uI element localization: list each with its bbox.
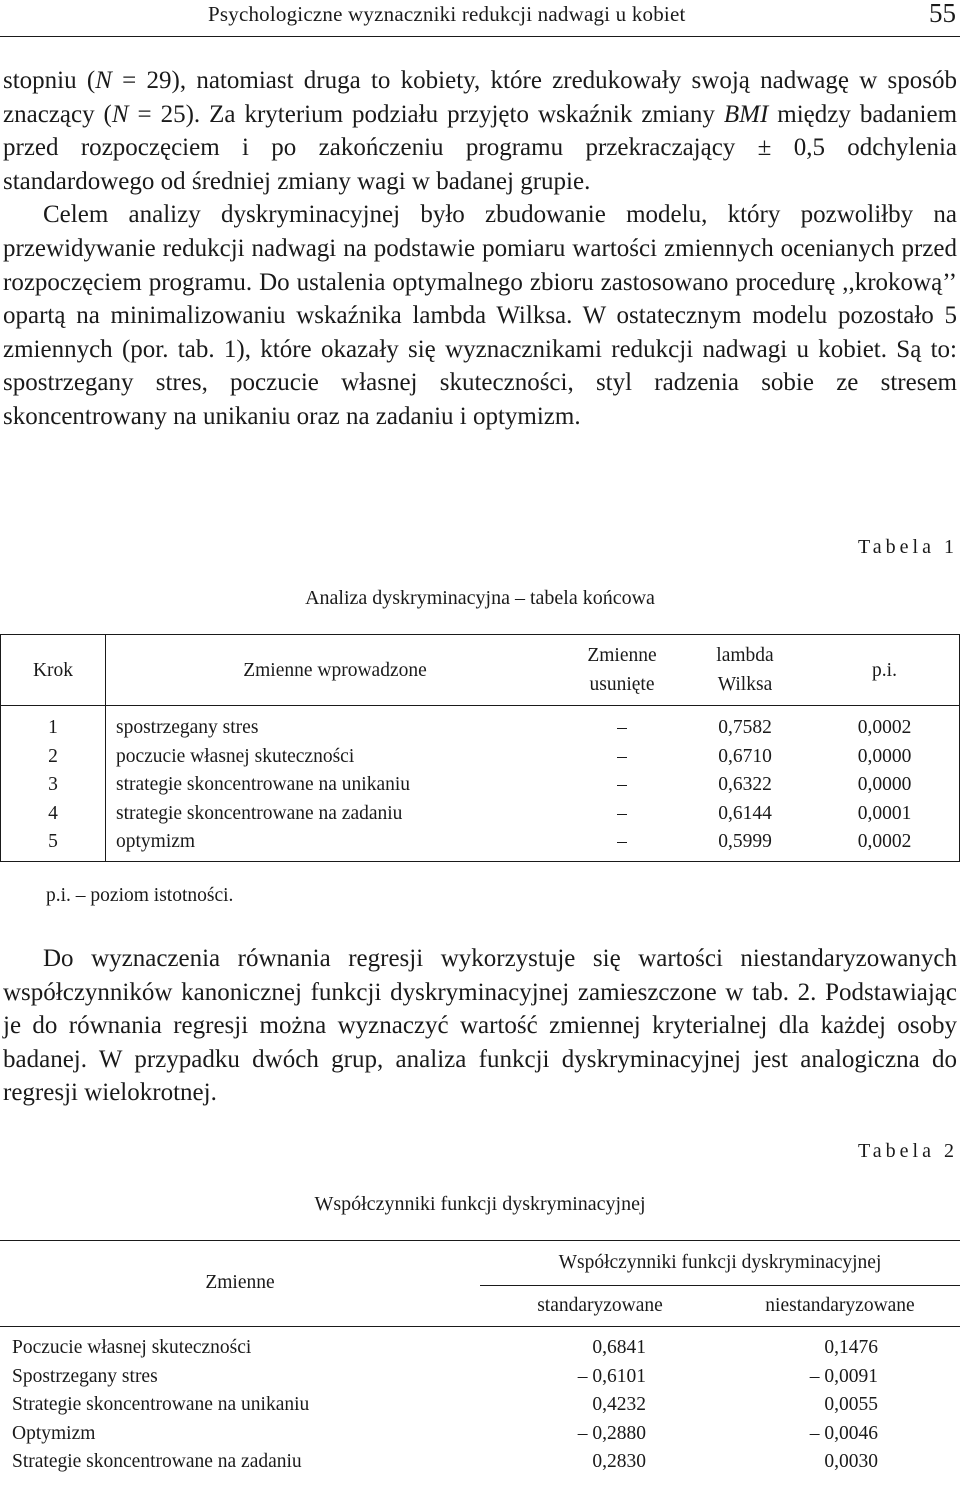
body-text-regression: [3, 942, 957, 1110]
text-italic-bmi: BMI: [723, 100, 769, 128]
col-usuniete: [564, 635, 680, 706]
text-italic-n: N: [95, 67, 112, 94]
text-run: stopniu (: [3, 67, 96, 94]
table-row: [1, 800, 960, 829]
col-niestandaryzowane: niestandaryzowane: [720, 1286, 960, 1327]
cell-pi: 0,0001: [810, 800, 960, 829]
col-pi: p.i.: [810, 635, 960, 706]
table-row: [0, 1420, 960, 1449]
table-row: [0, 1448, 960, 1477]
cell-niestd: [720, 1391, 960, 1420]
text-run: = 29), natomiast druga to kobiety, które zredukowały swoją nadwagę w sposób znaczący (: [3, 67, 957, 128]
table-discriminant-coefficients: [0, 1240, 960, 1477]
cell-usuniete: –: [617, 745, 627, 767]
cell-zmienna: Strategie skoncentrowane na zadaniu: [12, 1451, 302, 1472]
cell-zmienna: strategie skoncentrowane na unikaniu: [116, 774, 411, 795]
cell-pi: 0,0002: [810, 706, 960, 743]
cell-zmienna: Optymizm: [12, 1422, 96, 1444]
cell-std: [480, 1327, 720, 1363]
cell-pi: 0,0000: [810, 771, 960, 800]
running-header: [0, 0, 960, 28]
cell-zmienna: Strategie skoncentrowane na unikaniu: [12, 1394, 310, 1415]
paragraph-method: [3, 64, 957, 198]
cell-std: [480, 1363, 720, 1392]
value-std: 0,6841: [592, 1337, 646, 1358]
table-row: [0, 1363, 960, 1392]
table-row: [0, 1327, 960, 1363]
cell-std: [480, 1420, 720, 1449]
page-number: 55: [929, 0, 956, 28]
table-row: [1, 743, 960, 772]
value-std: 0,4232: [592, 1394, 646, 1415]
cell-niestd: [720, 1448, 960, 1477]
cell-lambda: 0,6144: [718, 802, 772, 824]
cell-std: [480, 1448, 720, 1477]
value-niestd: 0,0055: [824, 1394, 878, 1415]
value-niestd: – 0,0046: [809, 1422, 878, 1444]
cell-krok: 2: [1, 743, 106, 772]
table1-title: Analiza dyskryminacyjna – tabela końcowa: [305, 587, 655, 609]
value-std: 0,2830: [592, 1451, 646, 1472]
text-run: = 25). Za kryterium podziału przyjęto wskaźnik zmiany: [128, 100, 724, 128]
cell-krok: 5: [1, 828, 106, 861]
cell-pi: 0,0002: [810, 828, 960, 861]
table-row: [1, 706, 960, 743]
cell-usuniete: –: [617, 774, 627, 795]
cell-pi: 0,0000: [810, 743, 960, 772]
col-group-coefficients: Współczynniki funkcji dyskryminacyjnej: [480, 1241, 960, 1286]
running-title: Psychologiczne wyznaczniki redukcji nadwagi u kobiet: [208, 2, 686, 26]
cell-usuniete: –: [617, 802, 627, 824]
col-wprowadzone: Zmienne wprowadzone: [106, 635, 565, 706]
table-row: [0, 1391, 960, 1420]
col-usuniete-line1: Zmienne: [587, 645, 657, 666]
paragraph-analysis: Celem analizy dyskryminacyjnej było zbudowanie modelu, który pozwoliłby na przewidywanie redukcji nadwagi na podstawie pomiaru wartości zmiennych ocenianych przed rozpoczęciem programu. Do ustalenia optymalnego zbioru zastosowano procedurę ,,krokową’’ opartą na minimalizowaniu wskaźnika lambda Wilksa. W ostatecznym modelu pozostało 5 zmiennych (por. tab. 1), które okazały się wyznacznikami redukcji nadwagi u kobiet. Są to: spostrzegany stres, poczucie własnej skuteczności, styl radzenia sobie ze stresem skoncentrowany na unikaniu oraz na zadaniu i optymizm.: [3, 201, 957, 430]
cell-zmienna: strategie skoncentrowane na zadaniu: [116, 802, 403, 824]
text-run: między badaniem przed rozpoczęciem i po zakończeniu programu przekraczający ± 0,5 odchylenia standardowego od średniej zmiany wagi w badanej grupie.: [3, 100, 958, 195]
table-row: [1, 771, 960, 800]
cell-niestd: [720, 1363, 960, 1392]
value-niestd: 0,0030: [824, 1451, 878, 1472]
cell-zmienna: poczucie własnej skuteczności: [116, 745, 355, 767]
table1-header-row: [1, 635, 960, 706]
value-niestd: 0,1476: [824, 1337, 878, 1358]
cell-krok: 1: [1, 706, 106, 743]
value-niestd: – 0,0091: [809, 1365, 878, 1387]
value-std: – 0,6101: [577, 1365, 646, 1387]
cell-krok: 4: [1, 800, 106, 829]
table2-title: Współczynniki funkcji dyskryminacyjnej: [314, 1193, 646, 1215]
col-lambda-line1: lambda: [716, 645, 774, 666]
table2-header-row-1: [0, 1241, 960, 1286]
text-italic-n: N: [111, 100, 129, 128]
cell-niestd: [720, 1420, 960, 1449]
cell-zmienna: Spostrzegany stres: [12, 1365, 158, 1387]
cell-lambda: 0,5999: [680, 828, 810, 861]
col-usuniete-line2: usunięte: [589, 674, 655, 695]
paragraph-regression: Do wyznaczenia równania regresji wykorzystuje się wartości niestandaryzowanych współczynników kanonicznej funkcji dyskryminacyjnej zamieszczone w tab. 2. Podstawiając je do równania regresji można wyznaczyć wartość zmiennej kryterialnej dla każdej osoby badanej. W przypadku dwóch grup, analiza funkcji dyskryminacyjnej jest analogiczna do regresji wielokrotnej.: [3, 945, 957, 1107]
cell-lambda: 0,6322: [718, 774, 772, 795]
header-rule: [0, 36, 960, 37]
col-lambda-line2: Wilksa: [717, 674, 773, 695]
table-discriminant-final: [0, 634, 960, 862]
cell-zmienna: Poczucie własnej skuteczności: [12, 1337, 252, 1358]
cell-lambda: 0,6710: [718, 745, 772, 767]
value-std: – 0,2880: [577, 1422, 646, 1444]
cell-usuniete: –: [617, 717, 627, 738]
col-krok: Krok: [1, 635, 106, 706]
table1-footnote: p.i. – poziom istotności.: [46, 885, 234, 906]
cell-usuniete: –: [564, 828, 680, 861]
table-row: [1, 828, 960, 861]
cell-krok: 3: [1, 771, 106, 800]
col-standaryzowane: standaryzowane: [480, 1286, 720, 1327]
cell-zmienna: spostrzegany stres: [116, 717, 259, 738]
table1-label: Tabela 1: [857, 536, 958, 558]
col-zmienne: Zmienne: [0, 1241, 480, 1327]
table2-label: Tabela 2: [857, 1140, 958, 1162]
cell-niestd: [720, 1327, 960, 1363]
cell-std: [480, 1391, 720, 1420]
cell-lambda: 0,7582: [718, 717, 772, 738]
cell-zmienna: optymizm: [106, 828, 565, 861]
body-text-top: [3, 64, 957, 434]
col-lambda: [680, 635, 810, 706]
